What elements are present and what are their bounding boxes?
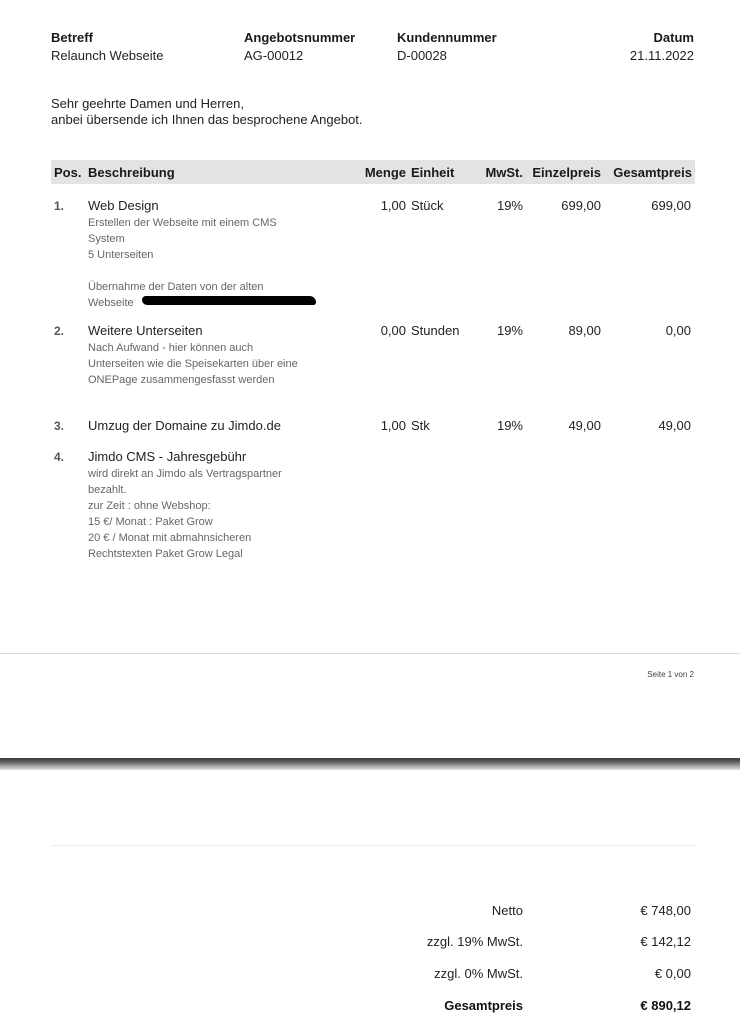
total-label: Gesamtpreis [444, 998, 523, 1013]
betreff-label: Betreff [51, 30, 93, 45]
page-number: Seite 1 von 2 [647, 670, 694, 679]
row-pos: 3. [54, 419, 65, 433]
desc-line: wird direkt an Jimdo als Vertragspartner [88, 468, 282, 480]
page-divider [0, 758, 740, 770]
desc-line: Nach Aufwand - hier können auch [88, 342, 254, 354]
desc-line: Rechtstexten Paket Grow Legal [88, 548, 243, 560]
row-gesamtpreis: 49,00 [658, 418, 691, 433]
desc-line: ONEPage zusammengesfasst werden [88, 374, 275, 386]
row-einheit: Stunden [411, 323, 460, 338]
angebotsnummer-label: Angebotsnummer [244, 30, 356, 45]
row-description [88, 340, 298, 388]
row-gesamtpreis: 0,00 [665, 323, 691, 338]
row-einzelpreis: 699,00 [561, 198, 601, 213]
row-einheit: Stk [411, 418, 430, 433]
th-menge: Menge [364, 165, 406, 180]
th-gesamtpreis: Gesamtpreis [613, 165, 692, 180]
row-pos: 1. [54, 199, 65, 213]
row-einheit: Stück [411, 198, 444, 213]
row-pos: 2. [54, 324, 65, 338]
greeting-line-2: anbei übersende ich Ihnen das besprochene Angebot. [51, 112, 363, 127]
row-mwst: 19% [496, 198, 523, 213]
mwst19-value: € 142,12 [640, 934, 691, 949]
desc-line: 5 Unterseiten [88, 249, 154, 261]
row-title: Web Design [88, 198, 159, 213]
row-description [88, 466, 282, 562]
greeting-line-1: Sehr geehrte Damen und Herren, [51, 96, 244, 111]
row-einzelpreis: 49,00 [568, 418, 601, 433]
kundennummer-value: D-00028 [397, 48, 447, 63]
desc-line: Unterseiten wie die Speisekarten über eine [88, 358, 298, 370]
desc-line [88, 263, 277, 279]
footer-rule [0, 653, 740, 654]
desc-line: 15 €/ Monat : Paket Grow [88, 516, 213, 528]
th-mwst: MwSt. [485, 165, 523, 180]
mwst0-value: € 0,00 [654, 966, 691, 981]
row-title: Weitere Unterseiten [88, 323, 203, 338]
kundennummer-label: Kundennummer [397, 30, 497, 45]
datum-label: Datum [653, 30, 694, 45]
desc-line: zur Zeit : ohne Webshop: [88, 500, 211, 512]
th-beschreibung: Beschreibung [88, 165, 175, 180]
mwst0-label: zzgl. 0% MwSt. [434, 966, 523, 981]
th-einheit: Einheit [411, 165, 455, 180]
desc-line: 20 € / Monat mit abmahnsicheren [88, 532, 252, 544]
row-menge: 0,00 [380, 323, 406, 338]
row-menge: 1,00 [380, 418, 406, 433]
datum-value: 21.11.2022 [629, 48, 694, 63]
row-mwst: 19% [496, 323, 523, 338]
desc-line: Übernahme der Daten von der alten [88, 281, 264, 293]
row-einzelpreis: 89,00 [568, 323, 601, 338]
desc-line: bezahlt. [88, 484, 127, 496]
angebotsnummer-value: AG-00012 [244, 48, 304, 63]
desc-line: System [88, 233, 125, 245]
netto-value: € 748,00 [640, 903, 691, 918]
th-pos: Pos. [54, 165, 82, 180]
total-value: € 890,12 [640, 998, 691, 1013]
row-pos: 4. [54, 450, 65, 464]
betreff-value: Relaunch Webseite [51, 48, 164, 63]
desc-line: Erstellen der Webseite mit einem CMS [88, 217, 277, 229]
page2-separator [51, 845, 695, 846]
greeting-text [51, 96, 363, 128]
mwst19-label: zzgl. 19% MwSt. [426, 934, 523, 949]
table-header [51, 160, 695, 184]
netto-label: Netto [491, 903, 523, 918]
row-gesamtpreis: 699,00 [651, 198, 691, 213]
desc-line: Webseite [88, 297, 134, 309]
row-mwst: 19% [496, 418, 523, 433]
row-menge: 1,00 [380, 198, 406, 213]
th-einzelpreis: Einzelpreis [532, 165, 601, 180]
row-title: Umzug der Domaine zu Jimdo.de [88, 418, 281, 433]
row-title: Jimdo CMS - Jahresgebühr [88, 449, 247, 464]
redaction-mark [142, 296, 316, 305]
